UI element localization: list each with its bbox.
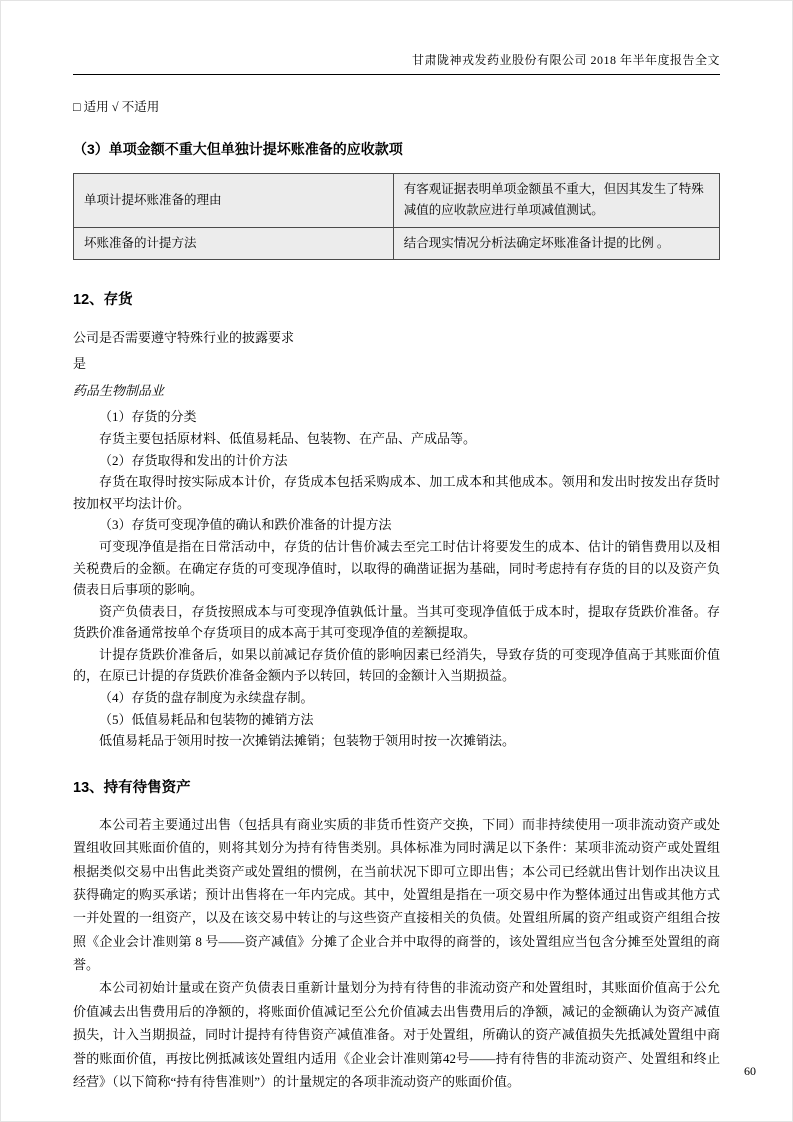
section-heading-held-for-sale: 13、持有待售资产 [73,779,191,796]
bad-debt-provision-table [73,173,720,260]
paragraph: 低值易耗品于领用时按一次摊销法摊销；包装物于领用时按一次摊销法。 [99,733,516,749]
report-header: 甘肃陇神戎发药业股份有限公司 2018 年半年度报告全文 [73,51,720,75]
row-value-cell: 有客观证据表明单项金额虽不重大，但因其发生了特殊减值的应收款应进行单项减值测试。 [393,174,719,228]
paragraph: 资产负债表日，存货按照成本与可变现净值孰低计量。当其可变现净值低于成本时，提取存货跌价准备。存货跌价准备通常按单个存货项目的成本高于其可变现净值的差额提取。 [73,603,720,641]
paragraph: （2）存货取得和发出的计价方法 [99,452,288,468]
table-row [74,227,720,259]
paragraph: （5）低值易耗品和包装物的摊销方法 [99,711,314,727]
paragraph: 公司是否需要遵守特殊行业的披露要求 [73,329,295,345]
row-label-cell: 坏账准备的计提方法 [74,227,394,259]
table-row [74,174,720,228]
paragraph: 可变现净值是指在日常活动中，存货的估计售价减去至完工时估计将要发生的成本、估计的销售费用以及相关税费后的金额。在确定存货的可变现净值时，以取得的确凿证据为基础，同时考虑持有存货的目的以及资产负债表日后事项的影响。 [73,538,720,598]
paragraph: 是 [73,356,87,372]
paragraph: 存货在取得时按实际成本计价，存货成本包括采购成本、加工成本和其他成本。领用和发出时按发出存货时按加权平均法计价。 [73,474,720,511]
paragraph: 药品生物制品业 [73,382,165,398]
paragraph: （1）存货的分类 [99,409,197,425]
paragraph: 计提存货跌价准备后，如果以前减记存货价值的影响因素已经消失，导致存货的可变现净值高于其账面价值的，在原已计提的存货跌价准备金额内予以转回，转回的金额计入当期损益。 [73,646,720,684]
paragraph: 本公司若主要通过出售（包括具有商业实质的非货币性资产交换，下同）而非持续使用一项非流动资产或处置组收回其账面价值的，则将其划分为持有待售类别。具体标准为同时满足以下条件：某项非流动资产或处置组根据类似交易中出售此类资产或处置组的惯例，在当前状况下即可立即出售；本公司已经就出售计划作出决议且获得确定的购买承诺；预计出售将在一年内完成。其中，处置组是指在一项交易中作为整体通过出售或其他方式一并处置的一组资产，以及在该交易中转让的与这些资产直接相关的负债。处置组所属的资产组或资产组组合按照《企业会计准则第 8 号——资产减值》分摊了企业合并中取得的商誉的，该处置组应当包含分摊至处置组的商誉。 [73,816,720,973]
applicability-note: □ 适用 √ 不适用 [73,100,160,114]
paragraph: （3）存货可变现净值的确认和跌价准备的计提方法 [99,517,392,533]
paragraph: （4）存货的盘存制度为永续盘存制。 [99,690,314,705]
section-heading-inventory: 12、存货 [73,291,133,308]
paragraph: 本公司初始计量或在资产负债表日重新计量划分为持有待售的非流动资产和处置组时，其账面价值高于公允价值减去出售费用后的净额的，将账面价值减记至公允价值减去出售费用后的净额，减记的金额确认为资产减值损失，计入当期损益，同时计提持有待售资产减值准备。对于处置组，所确认的资产减值损失先抵减处置组中商誉的账面价值，再按比例抵减该处置组内适用《企业会计准则第42号——持有待售的非流动资产、处置组和终止经营》（以下简称“持有待售准则”）的计量规定的各项非流动资产的账面价值。 [73,980,720,1090]
page-number: 60 [744,1064,756,1078]
row-value-cell: 结合现实情况分析法确定坏账准备计提的比例 。 [393,227,719,259]
row-label-cell: 单项计提坏账准备的理由 [74,174,394,228]
section-heading-receivables: （3）单项金额不重大但单独计提坏账准备的应收款项 [73,141,403,157]
paragraph: 存货主要包括原材料、低值易耗品、包装物、在产品、产成品等。 [99,431,477,447]
